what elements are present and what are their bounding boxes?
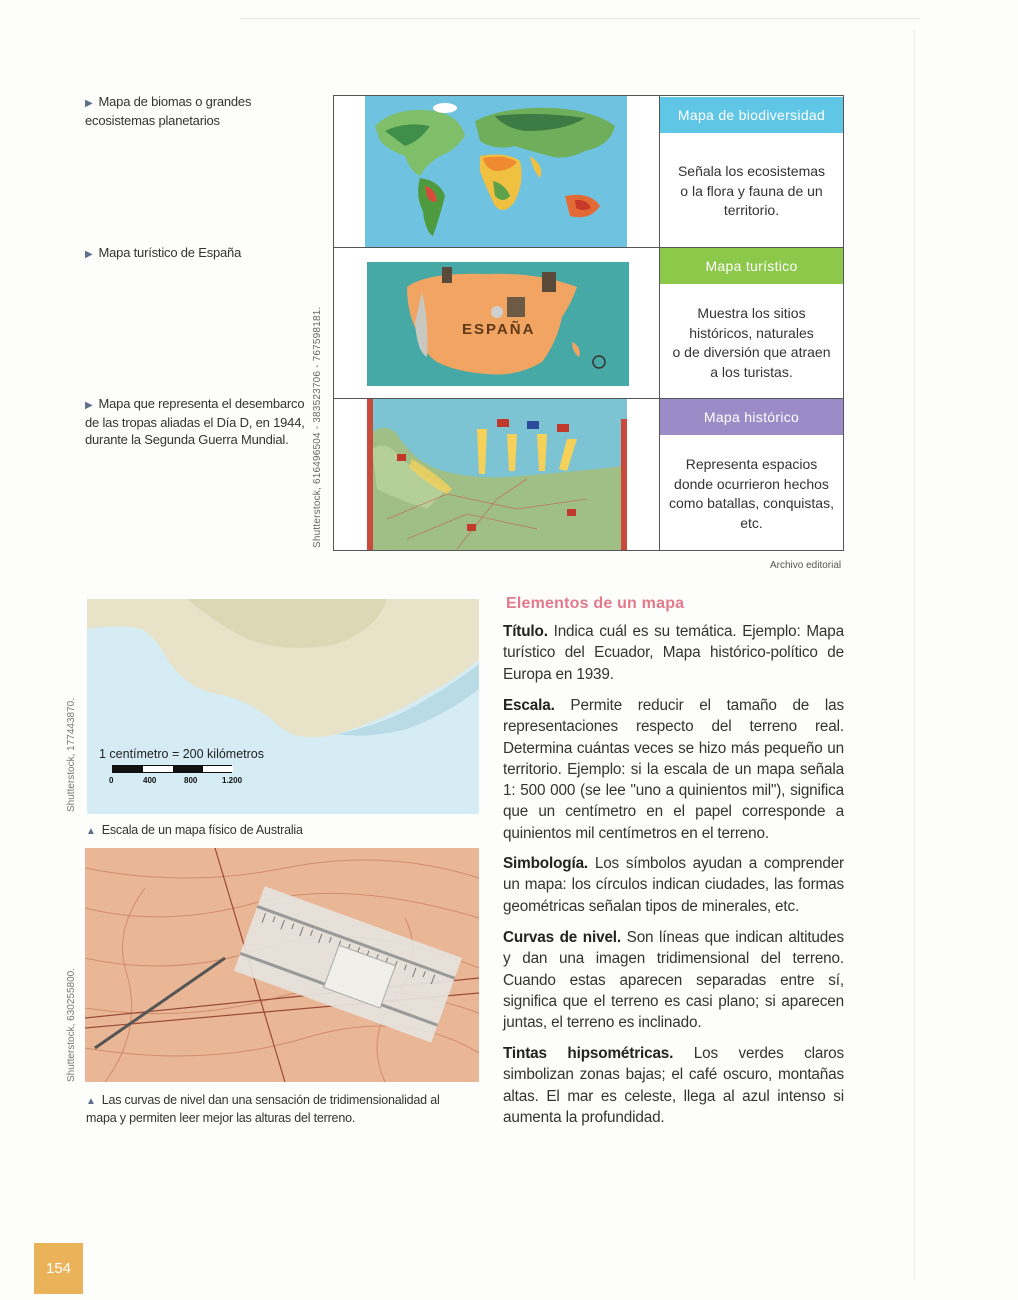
paragraph-simbologia: Simbología. Los símbolos ayudan a comprender un mapa: los círculos indican ciudades, las formas geométricas señalan tipos de minerales, etc.: [503, 855, 844, 915]
triangle-bullet-icon: ▶: [85, 249, 93, 260]
page-number: 154: [34, 1243, 83, 1294]
tourist-map-desc: Muestra los sitios históricos, naturales o de diversión que atraen a los turistas.: [672, 305, 831, 380]
paragraph-titulo: Título. Indica cuál es su temática. Ejemplo: Mapa turístico del Ecuador, Mapa histórico-político de Europa en 1939.: [503, 623, 844, 683]
scale-text: 1 centímetro = 200 kilómetros: [99, 747, 265, 761]
dday-historical-map: [367, 399, 627, 550]
tourist-map-title: Mapa turístico: [660, 248, 843, 284]
top-rule: [240, 18, 920, 19]
scale-bar: [112, 765, 232, 773]
scale-tick: 0: [109, 776, 114, 785]
map-types-table: [333, 95, 844, 551]
contour-lines-photo: [85, 848, 479, 1082]
australia-image-credit: Shutterstock, 177443870.: [66, 698, 77, 812]
paragraph-tintas: Tintas hipsométricas. Los verdes claros simbolizan zonas bajas; el café oscuro, montañas altas. El mar es celeste, llega al azul intenso si aumenta la profundidad.: [503, 1045, 845, 1126]
world-biomes-map: [365, 96, 627, 247]
spain-tourist-map: [367, 262, 629, 386]
topo-image-credit: Shutterstock, 630255800.: [66, 968, 77, 1082]
section-title: Elementos de un mapa: [506, 595, 685, 612]
table-image-credit: Shutterstock, 616496504 - 383523706 - 767598181.: [312, 306, 323, 548]
paragraph-escala: Escala. Permite reducir el tamaño de las representaciones respecto del terreno real. Determina cuántas veces se hizo más pequeño un territorio. Ejemplo: si la escala de un mapa señala 1: 500 000 (se lee "uno a quinientos mil"), significa que un centímetro en el papel corresponde a quinientos mil centímetros en el terreno.: [503, 697, 844, 842]
australia-scale-map: [87, 599, 479, 814]
historical-map-desc: Representa espacios donde ocurrieron hechos como batallas, conquistas, etc.: [669, 456, 834, 531]
svg-text:ESPAÑA: ESPAÑA: [462, 321, 536, 338]
caption-contour: ▲ Las curvas de nivel dan una sensación de tridimensionalidad al mapa y permiten leer mejor las alturas del terreno.: [86, 1093, 440, 1125]
archive-credit: Archivo editorial: [770, 560, 842, 571]
right-rule: [914, 30, 915, 1280]
triangle-bullet-icon: ▶: [85, 400, 93, 411]
triangle-bullet-icon: ▶: [85, 98, 93, 109]
biodiversity-map-title: Mapa de biodiversidad: [660, 97, 843, 133]
caption-turistico: ▶ Mapa turístico de España: [85, 244, 241, 263]
caption-desembarco: ▶ Mapa que representa el desembarco de las tropas aliadas el Día D, en 1944, durante la Segunda Guerra Mundial.: [85, 396, 305, 447]
biodiversity-map-desc: Señala los ecosistemas o la flora y fauna de un territorio.: [677, 163, 826, 218]
scale-tick: 400: [143, 776, 157, 785]
caption-biomas: ▶ Mapa de biomas o grandes ecosistemas planetarios: [85, 94, 252, 128]
triangle-up-icon: ▲: [86, 1096, 96, 1107]
triangle-up-icon: ▲: [86, 826, 96, 837]
caption-australia: ▲ Escala de un mapa físico de Australia: [86, 823, 303, 837]
scale-tick: 1.200: [222, 776, 243, 785]
scale-tick: 800: [184, 776, 198, 785]
historical-map-title: Mapa histórico: [660, 399, 843, 435]
paragraph-curvas: Curvas de nivel. Son líneas que indican altitudes y dan una imagen tridimensional del terreno. Cuando estas aparecen separadas entre sí, significa que el terreno es casi plano; si aparecen juntas, el terreno es inclinado.: [503, 929, 844, 1032]
